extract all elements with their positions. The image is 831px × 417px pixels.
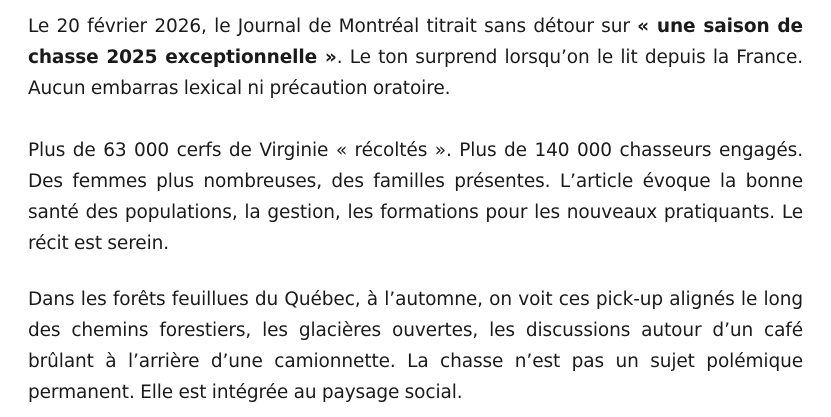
paragraph-1-intro: Le 20 février 2026, le Journal de Montréal titrait sans détour sur (28, 16, 638, 37)
paragraph-2: Plus de 63 000 cerfs de Virginie « récoltés ». Plus de 140 000 chasseurs engagés. Des femmes plus nombreuses, des familles présentes. L’article évoque la bonne santé des populations, la gestion, les formations pour les nouveaux pratiquants. Le récit est serein. (28, 140, 803, 254)
paragraph-1-rest: . Le ton surprend lorsqu’on le lit depuis la France. Aucun embarras lexical ni précaution oratoire. (28, 47, 804, 99)
headline-quote: « une saison de chasse 2025 exceptionnelle » (28, 16, 803, 68)
paragraph-1 (28, 11, 803, 104)
paragraph-3: Dans les forêts feuillues du Québec, à l’automne, on voit ces pick-up alignés le long des chemins forestiers, les glacières ouvertes, les discussions autour d’un café brûlant à l’arrière d’une camionnette. La chasse n’est pas un sujet polémique permanent. Elle est intégrée au paysage social. (28, 289, 803, 403)
